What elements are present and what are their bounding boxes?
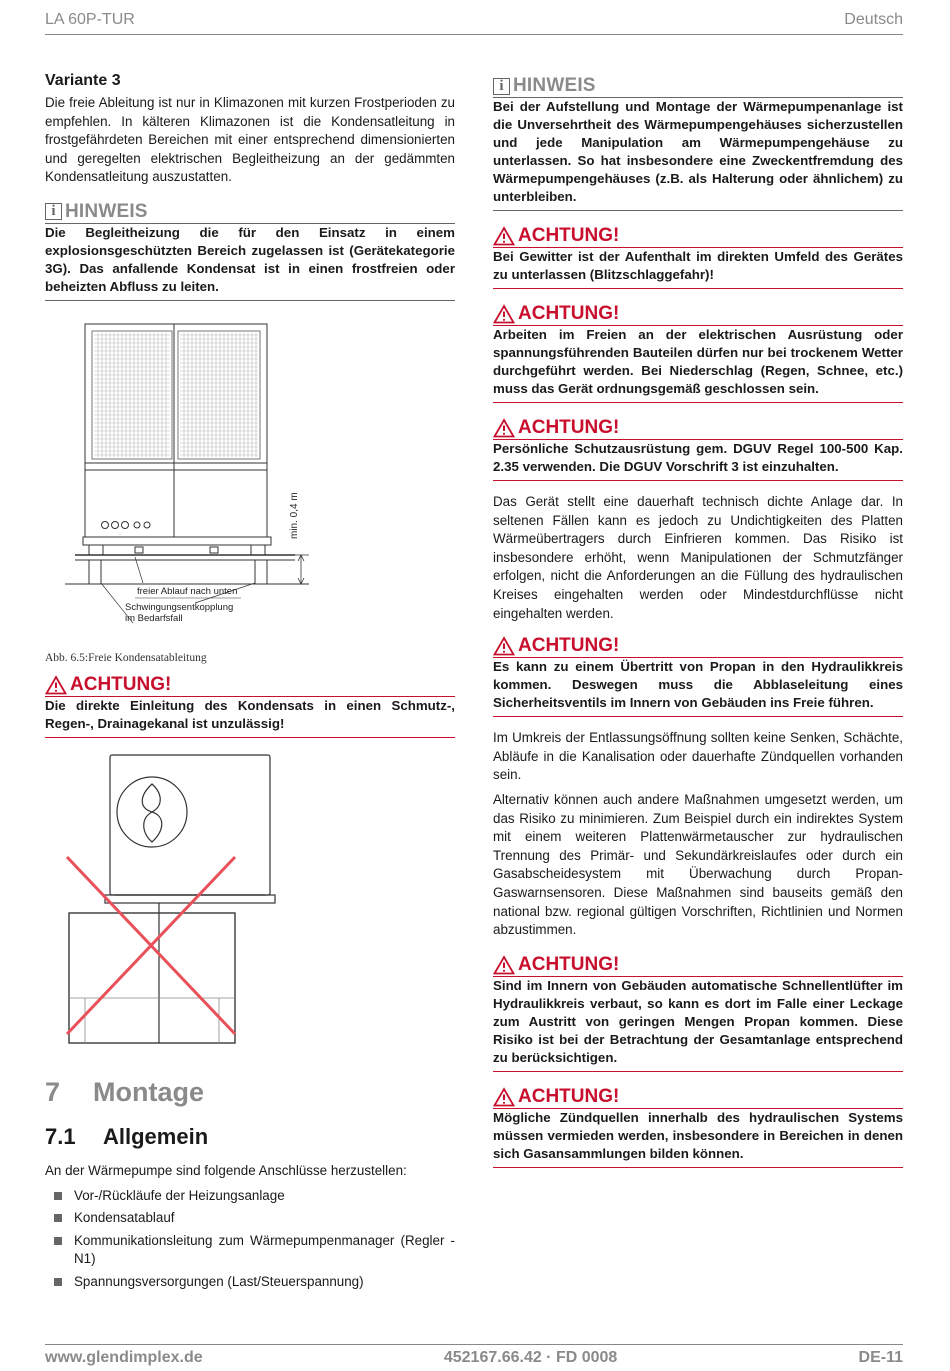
connections-list — [45, 1187, 455, 1292]
achtung-text: Die direkte Einleitung des Kondensats in einen Schmutz-, Regen-, Drainagekanal ist unzulässig! — [45, 696, 455, 738]
footer-website[interactable]: www.glendimplex.de — [45, 1349, 203, 1366]
achtung-title: ACHTUNG! — [518, 225, 620, 246]
bullet-square-icon — [54, 1278, 62, 1286]
list-item: Spannungsversorgungen (Last/Steuerspannung) — [45, 1273, 455, 1292]
subsection-heading — [45, 1124, 455, 1150]
vent-paragraph: Im Umkreis der Entlassungsöffnung sollten keine Senken, Schächte, Abläufe in die Kanalisation oder dauerhafte Zündquellen vorhanden sein. — [493, 730, 903, 783]
subsection-number: 7.1 — [45, 1123, 76, 1149]
achtung-text: Bei Gewitter ist der Aufenthalt im direkten Umfeld des Gerätes zu unterlassen (Blitzschlaggefahr)! — [493, 247, 903, 289]
achtung-title: ACHTUNG! — [518, 417, 620, 438]
condensate-drain-figure — [45, 321, 455, 641]
achtung-text: Es kann zu einem Übertritt von Propan in den Hydraulikkreis kommen. Deswegen muss die Abblaseleitung eines Sicherheitsventils im Innern von Gebäuden ins Freie führen. — [493, 657, 903, 717]
achtung-box — [493, 1086, 903, 1168]
achtung-text: Mögliche Zündquellen innerhalb des hydraulischen Systems müssen vermieden werden, insbesondere in Bereichen in denen sich Gasansammlungen bilden können. — [493, 1108, 903, 1168]
warning-icon — [493, 226, 515, 246]
dimension-label: min. 0,4 m — [289, 492, 300, 539]
achtung-box — [493, 303, 903, 403]
hinweis-box — [45, 201, 455, 301]
list-item: Kommunikationsleitung zum Wärmepumpenmanager (Regler -N1) — [45, 1232, 455, 1269]
footer-document-number: 452167.66.42 · FD 0008 — [443, 1349, 618, 1366]
hinweis-title: HINWEIS — [65, 200, 148, 222]
variant-text: Die freie Ableitung ist nur in Klimazonen mit kurzen Frostperioden zu empfehlen. In kälteren Klimazonen ist die Kondensatleitung in frostgefährdeten Bereichen mit einer entsprechend dimensionierten und geregelten elektrischen Begleitheizung an der gedämmten Kondensatleitung auszustatten. — [45, 95, 455, 185]
achtung-title: ACHTUNG! — [518, 1085, 620, 1107]
achtung-title: ACHTUNG! — [70, 673, 172, 695]
header-model: LA 60P-TUR — [45, 11, 135, 28]
achtung-text: Arbeiten im Freien an der elektrischen Ausrüstung oder spannungsführenden Bauteilen dürfen nur bei trockenem Wetter durchgeführt werden. Bei Niederschlag (Regen, Schnee, etc.) muss das Gerät ordnungsgemäß geschlossen sein. — [493, 325, 903, 403]
figure-caption: Abb. 6.5:Freie Kondensatableitung — [45, 651, 207, 664]
info-icon: i — [493, 78, 510, 95]
warning-icon — [493, 636, 515, 656]
achtung-box — [493, 417, 903, 481]
achtung-title: ACHTUNG! — [518, 635, 620, 657]
variant-title: Variante 3 — [45, 72, 121, 89]
page-footer — [45, 1344, 903, 1371]
alternative-paragraph: Alternativ können auch andere Maßnahmen umgesetzt werden, um das Risiko zu minimieren. Zum Beispiel durch ein indirektes System mit einem weiteren Plattenwärmetauscher zur hydraulischen Trennung des Primär- und Sekundärkreislaufes oder durch ein Gasabscheidesystem mit Überwachung durch Propan-Gaswarnsensoren. Diese Maßnahmen sind bauseits gemäß den national bzw. regional gültigen Vorschriften, Richtlinien und Normen abzustimmen. — [493, 791, 903, 938]
leak-paragraph: Das Gerät stellt eine dauerhaft technisch dichte Anlage dar. In seltenen Fällen kann es jedoch zu Undichtigkeiten des Platten Wärmeübertragers durch Einfrieren kommen. Das Risiko ist insbesondere erhöht, wenn Manipulationen der Schmutzfänger erfolgen, nicht die Anforderungen an die Füllung des hydraulischen Kreises eingehalten werden oder Mindestdurchflüsse nicht eingehalten werden. — [493, 494, 903, 621]
connections-intro: An der Wärmepumpe sind folgende Anschlüsse herzustellen: — [45, 1162, 407, 1178]
warning-icon — [493, 955, 515, 975]
hinweis-title: HINWEIS — [513, 75, 596, 96]
achtung-box — [45, 674, 455, 738]
bullet-square-icon — [54, 1192, 62, 1200]
warning-icon — [493, 1087, 515, 1107]
bullet-square-icon — [54, 1214, 62, 1222]
achtung-box — [493, 225, 903, 289]
hinweis-box — [493, 75, 903, 211]
figure-label-decoupling: Schwingungsentkopplung — [125, 601, 234, 613]
subsection-title: Allgemein — [103, 1123, 209, 1149]
left-column — [45, 72, 455, 1296]
info-icon: i — [45, 203, 62, 220]
footer-page-number: DE-11 — [858, 1349, 903, 1366]
section-number: 7 — [45, 1076, 61, 1107]
hinweis-text: Die Begleitheizung die für den Einsatz in einem explosionsgeschützten Bereich zugelassen ist (Gerätekategorie 3G). Das anfallende Kondensat ist in einen frostfreien oder beheizten Abfluss zu leiten. — [45, 223, 455, 301]
achtung-box — [493, 954, 903, 1072]
figure-label-decoupling-2: im Bedarfsfall — [125, 612, 183, 624]
section-title: Montage — [93, 1076, 204, 1107]
header-language: Deutsch — [844, 11, 903, 28]
right-column — [493, 72, 903, 1168]
achtung-title: ACHTUNG! — [518, 953, 620, 975]
section-heading — [45, 1077, 455, 1108]
list-item: Kondensatablauf — [45, 1209, 455, 1228]
achtung-box — [493, 635, 903, 717]
warning-icon — [493, 304, 515, 324]
achtung-text: Sind im Innern von Gebäuden automatische Schnellentlüfter im Hydraulikkreis verbaut, so kann es dort im Falle einer Leckage zum Austritt von geringen Mengen Propan kommen. Diese Risiko ist bei der Betrachtung der Gesamtanlage entsprechend zu berücksichtigen. — [493, 976, 903, 1072]
page-header — [45, 6, 903, 35]
achtung-title: ACHTUNG! — [518, 303, 620, 324]
hinweis-text: Bei der Aufstellung und Montage der Wärmepumpenanlage ist die Unversehrtheit des Wärmepumpengehäuses sicherzustellen und jede Manipulation am Wärmepumpengehäuse zu unterlassen. So hat insbesondere eine Zweckentfremdung des Wärmepumpengehäuses (z.B. als Halterung oder ähnlichem) zu unterbleiben. — [493, 97, 903, 211]
achtung-text: Persönliche Schutzausrüstung gem. DGUV Regel 100-500 Kap. 2.35 verwenden. Die DGUV Vorschrift 3 ist einzuhalten. — [493, 439, 903, 481]
figure-label-drain: freier Ablauf nach unten — [137, 585, 238, 597]
bullet-square-icon — [54, 1237, 62, 1245]
warning-icon — [45, 675, 67, 695]
warning-icon — [493, 418, 515, 438]
prohibited-installation-figure — [45, 752, 455, 1052]
list-item: Vor-/Rückläufe der Heizungsanlage — [45, 1187, 455, 1206]
